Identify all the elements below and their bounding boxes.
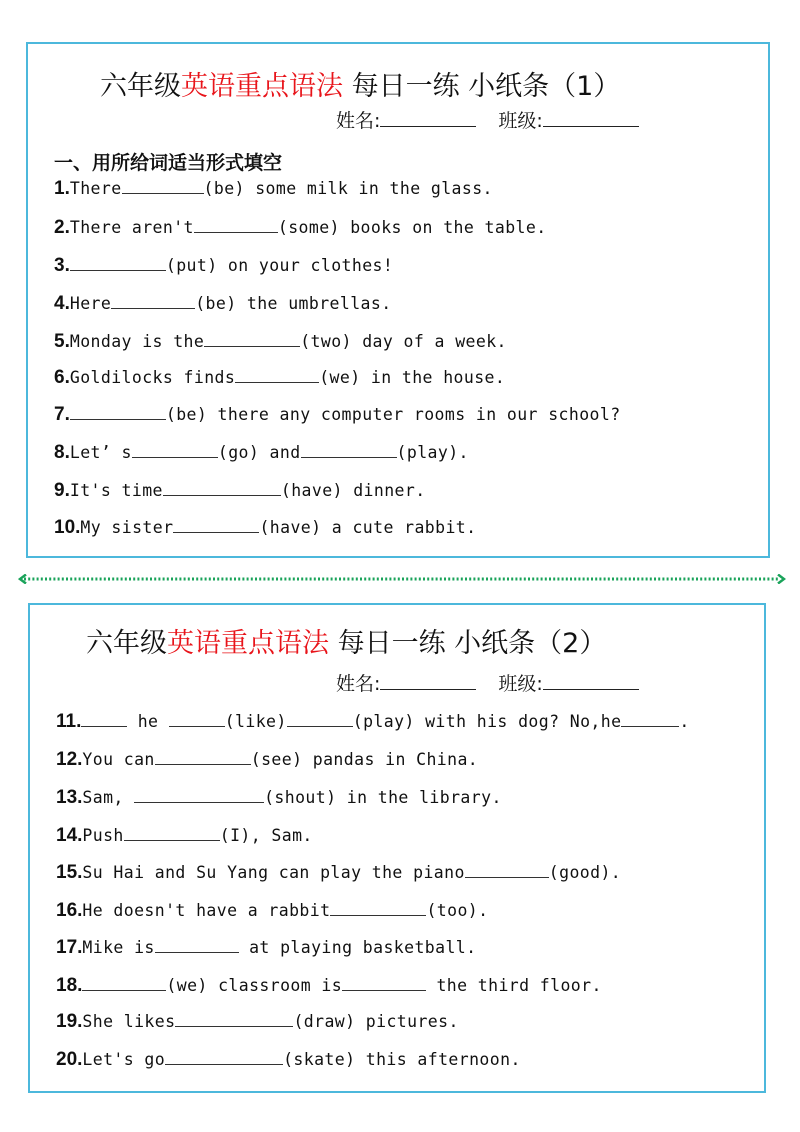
question-text: There aren't <box>69 218 194 237</box>
question-text: (we) in the house. <box>319 368 506 387</box>
answer-blank[interactable] <box>173 518 259 533</box>
question-text: at playing basketball. <box>238 938 477 957</box>
question-text: (skate) this afternoon. <box>283 1050 521 1069</box>
question-text: (play) with his dog? No,he <box>352 712 622 731</box>
answer-blank[interactable] <box>235 368 319 383</box>
question-19 <box>56 1011 459 1033</box>
question-13 <box>56 787 502 809</box>
question-text: the third floor. <box>426 976 602 995</box>
question-1 <box>54 178 493 200</box>
question-17 <box>56 937 476 959</box>
question-text: You can <box>82 750 155 769</box>
question-text: (some) books on the table. <box>277 218 547 237</box>
question-text: He doesn't have a rabbit <box>82 901 331 920</box>
worksheet-card-1 <box>26 42 770 558</box>
question-number: 9. <box>54 480 70 501</box>
name-class-row <box>336 669 639 696</box>
title-suffix: 每日一练 小纸条（1） <box>343 71 621 102</box>
question-text: Monday is the <box>69 332 205 351</box>
question-number: 15. <box>56 862 83 883</box>
question-number: 17. <box>56 937 83 958</box>
answer-blank[interactable] <box>111 294 195 309</box>
question-number: 19. <box>56 1011 83 1032</box>
class-label: 班级: <box>498 673 543 695</box>
answer-blank[interactable] <box>132 443 218 458</box>
question-text: (we) classroom is <box>166 976 343 995</box>
answer-blank[interactable] <box>122 179 204 194</box>
question-number: 5. <box>54 331 70 352</box>
question-number: 16. <box>56 900 83 921</box>
question-text: . <box>679 712 690 731</box>
answer-blank[interactable] <box>330 901 426 916</box>
card-1-title <box>100 64 620 103</box>
question-text: (see) pandas in China. <box>250 750 479 769</box>
question-text: (have) dinner. <box>280 481 426 500</box>
question-number: 7. <box>54 404 70 425</box>
question-text: (like) <box>224 712 287 731</box>
question-number: 3. <box>54 255 70 276</box>
answer-blank[interactable] <box>465 863 549 878</box>
question-11 <box>56 711 690 733</box>
class-label: 班级: <box>498 110 543 132</box>
question-number: 11. <box>56 711 82 732</box>
question-number: 1. <box>54 178 70 199</box>
question-number: 10. <box>54 517 81 538</box>
answer-blank[interactable] <box>155 750 251 765</box>
question-text: (be) there any computer rooms in our school? <box>165 405 621 424</box>
question-text: (be) some milk in the glass. <box>203 179 493 198</box>
answer-blank[interactable] <box>163 481 281 496</box>
question-number: 18. <box>56 975 83 996</box>
title-red-highlight: 英语重点语法 <box>167 628 329 659</box>
question-number: 12. <box>56 749 83 770</box>
title-prefix: 六年级 <box>86 628 167 659</box>
title-red-highlight: 英语重点语法 <box>181 71 343 102</box>
answer-blank[interactable] <box>70 405 166 420</box>
question-10 <box>54 517 476 539</box>
question-number: 2. <box>54 217 70 238</box>
question-text: It's time <box>69 481 163 500</box>
name-label: 姓名: <box>336 110 381 132</box>
question-number: 20. <box>56 1049 83 1070</box>
question-14 <box>56 825 313 847</box>
answer-blank[interactable] <box>70 256 166 271</box>
answer-blank[interactable] <box>134 788 264 803</box>
answer-blank[interactable] <box>155 938 239 953</box>
answer-blank[interactable] <box>301 443 397 458</box>
question-text: (I), Sam. <box>219 826 313 845</box>
question-number: 6. <box>54 367 70 388</box>
question-9 <box>54 480 426 502</box>
question-text: There <box>69 179 122 198</box>
worksheet-card-2 <box>28 603 766 1093</box>
answer-blank[interactable] <box>342 976 426 991</box>
answer-blank[interactable] <box>165 1050 283 1065</box>
question-text: Sam, <box>82 788 135 807</box>
question-text: (good). <box>548 863 622 882</box>
answer-blank[interactable] <box>81 712 127 727</box>
dotted-double-arrow-divider <box>18 574 786 584</box>
title-suffix: 每日一练 小纸条（2） <box>329 628 607 659</box>
class-blank[interactable] <box>543 672 639 690</box>
question-7 <box>54 404 621 426</box>
question-text: (be) the umbrellas. <box>195 294 392 313</box>
answer-blank[interactable] <box>204 332 300 347</box>
question-text: My sister <box>80 518 174 537</box>
question-5 <box>54 331 507 353</box>
question-text: Let’ s <box>69 443 132 462</box>
question-text: Let's go <box>82 1050 166 1069</box>
question-text: (draw) pictures. <box>293 1012 459 1031</box>
question-2 <box>54 217 547 239</box>
answer-blank[interactable] <box>621 712 679 727</box>
question-16 <box>56 900 488 922</box>
question-4 <box>54 293 392 315</box>
answer-blank[interactable] <box>287 712 353 727</box>
question-text: Goldilocks finds <box>69 368 236 387</box>
question-text: (go) and <box>217 443 301 462</box>
question-3 <box>54 255 393 277</box>
question-number: 13. <box>56 787 83 808</box>
question-20 <box>56 1049 521 1071</box>
answer-blank[interactable] <box>169 712 225 727</box>
section-heading: 一、用所给词适当形式填空 <box>54 152 283 174</box>
question-text: Mike is <box>82 938 155 957</box>
answer-blank[interactable] <box>124 826 220 841</box>
name-class-row <box>336 106 639 133</box>
question-number: 8. <box>54 442 70 463</box>
question-6 <box>54 367 505 389</box>
answer-blank[interactable] <box>175 1012 293 1027</box>
name-label: 姓名: <box>336 673 381 695</box>
question-text: (shout) in the library. <box>264 788 502 807</box>
title-prefix: 六年级 <box>100 71 181 102</box>
question-text: Su Hai and Su Yang can play the piano <box>82 863 465 882</box>
name-blank[interactable] <box>380 672 476 690</box>
class-blank[interactable] <box>543 109 639 127</box>
question-8 <box>54 442 469 464</box>
question-text: Here <box>69 294 112 313</box>
question-number: 14. <box>56 825 83 846</box>
question-15 <box>56 862 621 884</box>
card-2-title <box>86 621 606 660</box>
question-text: (play). <box>396 443 469 462</box>
question-text: (have) a cute rabbit. <box>259 518 477 537</box>
question-18 <box>56 975 602 997</box>
question-text: She likes <box>82 1012 176 1031</box>
question-text: (put) on your clothes! <box>165 256 394 275</box>
answer-blank[interactable] <box>82 976 166 991</box>
question-text: he <box>127 712 169 731</box>
question-text: (two) day of a week. <box>300 332 507 351</box>
question-number: 4. <box>54 293 70 314</box>
question-text: (too). <box>426 901 489 920</box>
answer-blank[interactable] <box>194 218 278 233</box>
question-text: Push <box>82 826 124 845</box>
name-blank[interactable] <box>380 109 476 127</box>
question-12 <box>56 749 478 771</box>
